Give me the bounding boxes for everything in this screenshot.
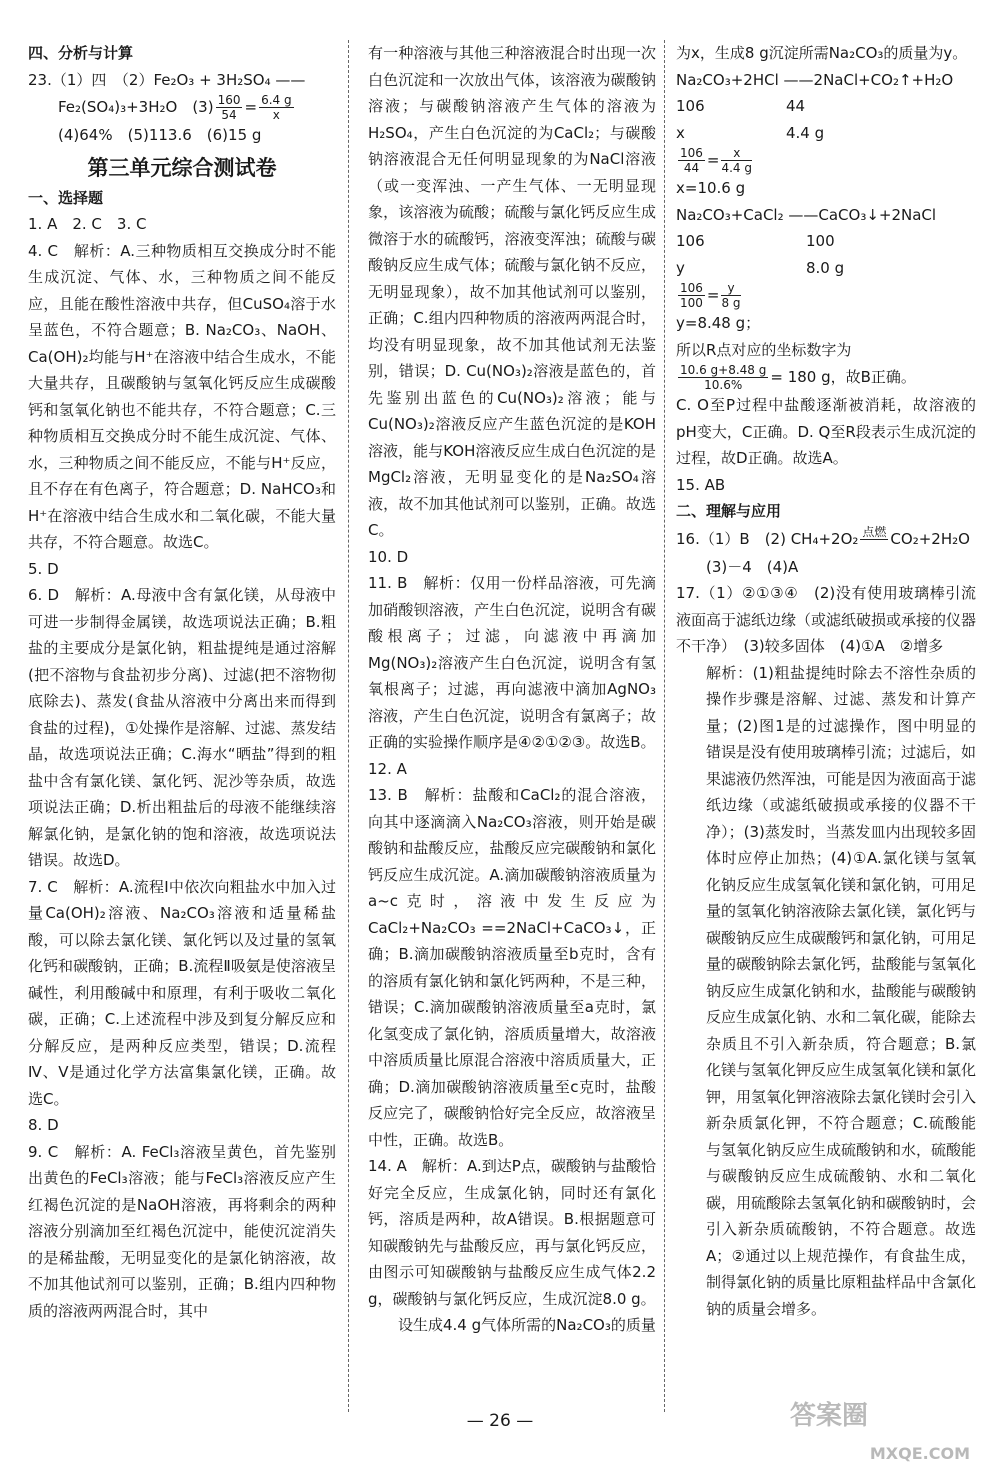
q16-line1 <box>676 525 976 554</box>
x-result: x=10.6 g <box>676 179 746 197</box>
q5-answer: 5. D <box>28 559 59 578</box>
frac-den: 100 <box>680 296 703 310</box>
reaction-condition <box>860 525 888 554</box>
frac-den: 44 <box>683 161 700 175</box>
watermark-sub: MXQE.COM <box>869 1444 970 1463</box>
r-result: = 180 g，故B正确。 <box>770 368 916 386</box>
frac-num: x <box>721 146 752 161</box>
watermark-logo <box>790 1395 970 1463</box>
frac-den: 4.4 g <box>721 161 752 175</box>
q9-answer: 9. C 解析：A. FeCl₃溶液呈黄色，首先鉴别出黄色的FeCl₃溶液；能与FeCl₃溶液反应产生红褐色沉淀的是NaOH溶液，再将剩余的两种溶液分别滴加至红褐色沉淀中，能使沉淀消失的是稀盐酸，无明显变化的是氯化钠溶液，故不加其他试剂可以鉴别，正确；B.组内四种物质的溶液两两混合时，其中 <box>28 1142 336 1320</box>
eq1-mass-b: 44 <box>786 97 806 115</box>
eq1-unknown-a: x <box>676 123 685 142</box>
section-2-title: 二、理解与应用 <box>676 502 782 520</box>
q13-answer: 13. B 解析：盐酸和CaCl₂的混合溶液，向其中逐滴滴入Na₂CO₃溶液，则开始是碳酸钠和盐酸反应，盐酸反应完碳酸钠和氯化钙反应生成沉淀。A.滴加碳酸钠溶液质量为a~c克时，溶液中发生反应为CaCl₂+Na₂CO₃ ==2NaCl+CaCO₃↓，正确；B.滴加碳酸钠溶液质量至b克时，含有的溶质有氯化钠和氯化钙两种，不是三种，错误；C.滴加碳酸钠溶液质量至a克时，氯化氢变成了氯化钠，溶质质量增大，故溶液中溶质质量比原混合溶液中溶质质量大，正确；D.滴加碳酸钠溶液质量至c克时，盐酸反应完了，碳酸钠恰好完全反应，故溶液呈中性，正确。故选B。 <box>368 786 656 1149</box>
q6-answer: 6. D 解析：A.母液中含有氯化镁，从母液中可进一步制得金属镁，故选项说法正确；B.粗盐的主要成分是氯化钠，粗盐提纯是通过溶解(把不溶物与食盐初步分离)、过滤(把不溶物彻底除去)、蒸发(食盐从溶液中分离出来而得到食盐的过程)，①处操作是溶解、过滤、蒸发结晶，故选项说法正确；C.海水“晒盐”得到的粗盐中含有氯化镁、氯化钙、泥沙等杂质，故选项说法正确；D.析出粗盐后的母液不能继续溶解氯化钠，是氯化钠的饱和溶液，故选项说法错误。故选D。 <box>28 586 336 869</box>
unit-test-title: 第三单元综合测试卷 <box>87 155 277 180</box>
q7-answer: 7. C 解析：A.流程Ⅰ中依次向粗盐水中加入过量Ca(OH)₂溶液、Na₂CO₃溶液和适量稀盐酸，可以除去氯化镁、氯化钙以及过量的氢氧化钙和碳酸钠，正确；B.流程Ⅱ吸氨是使溶液呈碱性，利用酸碱中和原理，有利于吸收二氧化碳，正确；C.上述流程中涉及到复分解反应和分解反应，是两种反应类型，错误；D.流程Ⅳ、Ⅴ是通过化学方法富集氯化镁，正确。故选C。 <box>28 877 336 1108</box>
eq1-unknown-b: 4.4 g <box>786 123 825 142</box>
q16-line2: (3)－4 (4)A <box>706 557 799 576</box>
frac-num: 10.6 g+8.48 g <box>680 363 767 377</box>
q15-answer: 15. AB <box>676 475 726 494</box>
q16-part1: 16.（1）B (2) CH₄+2O₂ <box>676 529 859 548</box>
q23-line3: (4)64% (5)113.6 (6)15 g <box>58 126 262 144</box>
eq1-unknown-row <box>676 120 976 147</box>
condition-label: 点燃 <box>862 524 887 539</box>
eq1-mass-a: 106 <box>676 97 705 115</box>
eq2-unknown-a: y <box>676 258 685 277</box>
q17-explanation: 解析：(1)粗盐提纯时除去不溶性杂质的操作步骤是溶解、过滤、蒸发和计算产量；(2)图1是的过滤操作，图中明显的错误是没有使用玻璃棒引流；过滤后，如果滤液仍然浑浊，可能是因为液面高于滤纸边缘（或滤纸破损或承接的仪器不干净）；(3)蒸发时，当蒸发皿内出现较多固体时应停止加热；(4)①A.氯化镁与氢氧化钠反应生成氢氧化镁和氯化钠，可用足量的氢氧化钠溶液除去氯化镁，氯化钙与碳酸钠反应生成碳酸钙和氯化钠，可用足量的碳酸钠除去氯化钙，盐酸能与氢氧化钠反应生成氯化钠和水，盐酸能与碳酸钠反应生成氯化钠、水和二氧化碳，能除去杂质且不引入新杂质，符合题意；B.氯化镁与氢氧化钾反应生成氢氧化镁和氯化钾，用氢氧化钾溶液除去氯化镁时会引入新杂质氯化钾，不符合题意；C.硫酸能与氢氧化钠反应生成硫酸钠和水，硫酸能与碳酸钠反应生成硫酸钠、水和二氧化碳，用硫酸除去氢氧化钠和碳酸钠时，会引入新杂质硫酸钠，不符合题意。故选A；②通过以上规范操作，有食盐生成，制得氯化钠的质量比原粗盐样品中含氯化钠的质量会增多。 <box>706 663 977 1318</box>
frac-num: 6.4 g <box>261 93 292 107</box>
ratio2-left <box>678 281 705 310</box>
q11-answer: 11. B 解析：仅用一份样品溶液，可先滴加硝酸钡溶液，产生白色沉淀，说明含有碳酸根离子；过滤，向滤液中再滴加Mg(NO₃)₂溶液产生白色沉淀，说明含有氢氧根离子；过滤，再向滤液中滴加AgNO₃溶液，产生白色沉淀，说明含有氯离子；故正确的实验操作顺序是④②①②③。故选B。 <box>368 574 656 751</box>
q23-text: Fe₂(SO₄)₃+3H₂O (3) <box>58 98 214 116</box>
q4-answer: 4. C 解析：A.三种物质相互交换成分时不能生成沉淀、气体、水，三种物质之间不能反应，且能在酸性溶液中共存，但CuSO₄溶于水呈蓝色，不符合题意；B. Na₂CO₃、NaOH、Ca(OH)₂均能与H⁺在溶液中结合生成水，不能大量共存，且碳酸钠与氢氧化钙反应生成碳酸钙和氢氧化钠也不能共存，不符合题意；C.三种物质相互交换成分时不能生成沉淀、气体、水，三种物质之间不能反应，不能与H⁺反应，且不存在有色离子，符合题意；D. NaHCO₃和H⁺在溶液中结合生成水和二氧化碳，不能大量共存，不符合题意。故选C。 <box>28 241 336 551</box>
q14-continued: 为x，生成8 g沉淀所需Na₂CO₃的质量为y。 <box>676 44 968 62</box>
frac-den: 8 g <box>721 296 741 310</box>
column-2 <box>368 40 656 1339</box>
q9-continued: 有一种溶液与其他三种溶液混合时出现一次白色沉淀和一次放出气体，该溶液为碳酸钠溶液；与碳酸钠溶液产生气体的溶液为H₂SO₄，产生白色沉淀的为CaCl₂；与碳酸钠溶液混合无任何明显现象的为NaCl溶液（或一变浑浊、一产生气体、一无明显现象，该溶液为硫酸；硫酸与氯化钙反应生成微溶于水的硫酸钙，溶液变浑浊；硫酸与碳酸钠反应生成气体；硫酸与氯化钠不反应，无明显现象），故不加其他试剂可以鉴别，正确；C.组内四种物质的溶液两两混合时，均没有明显现象，故不加其他试剂无法鉴别，错误；D. Cu(NO₃)₂溶液是蓝色的，首先鉴别出蓝色的Cu(NO₃)₂溶液；能与Cu(NO₃)₂溶液反应产生蓝色沉淀的是KOH溶液，能与KOH溶液反应生成白色沉淀的是MgCl₂溶液，无明显变化的是Na₂SO₄溶液，故不加其他试剂可以鉴别，正确。故选C。 <box>368 44 656 539</box>
condition-spacer <box>860 540 888 554</box>
frac-num: 160 <box>217 93 241 107</box>
q10-answer: 10. D <box>368 547 409 566</box>
r-frac <box>678 363 768 392</box>
watermark-main: 答案圈 <box>790 1401 869 1431</box>
r-point-text: 所以R点对应的坐标数字为 <box>676 340 852 359</box>
column-divider-1 <box>348 40 349 1412</box>
frac-den: x <box>272 108 280 122</box>
eq2-unknown-b: 8.0 g <box>806 258 845 277</box>
frac-num: 106 <box>680 146 703 160</box>
ratio-2: $\frac{106}{100}$ = $\frac{y}{8 g}$ <box>680 281 741 310</box>
q14-c-d: C. O至P过程中盐酸逐渐被消耗，故溶液的pH变大，C正确。D. Q至R段表示生成沉淀的过程，故D正确。故选A。 <box>676 396 976 467</box>
q16-part2: CO₂+2H₂O <box>890 529 970 548</box>
eq1-mass-row <box>676 93 976 120</box>
y-result: y=8.48 g； <box>676 314 761 332</box>
ratio2-right <box>721 281 740 310</box>
section-4-title: 四、分析与计算 <box>28 44 134 62</box>
eq2-mass-a: 106 <box>676 232 705 250</box>
frac-den: 54 <box>221 108 237 122</box>
q14-answer: 14. A 解析：A.到达P点，碳酸钠与盐酸恰好完全反应，生成氯化钠，同时还有氯化钙，溶质是两种，故A错误。B.根据题意可知碳酸钠先与盐酸反应，再与氯化钙反应，由图示可知碳酸钠与盐酸反应生成气体2.2 g，碳酸钠与氯化钙反应，生成沉淀8.0 g。 <box>368 1157 656 1308</box>
frac-den: 10.6% <box>704 378 743 392</box>
column-1 <box>28 40 336 1324</box>
eq2-unknown-row <box>676 255 976 282</box>
ratio1-left <box>678 146 705 175</box>
frac-num: 106 <box>680 281 703 295</box>
section-1-title: 一、选择题 <box>28 188 104 207</box>
eq2-mass-row <box>676 228 976 255</box>
q23-frac2 <box>259 93 294 122</box>
equation-1: Na₂CO₃+2HCl ——2NaCl+CO₂↑+H₂O <box>676 70 954 89</box>
q14-setup: 设生成4.4 g气体所需的Na₂CO₃的质量 <box>398 1316 656 1334</box>
q23-frac1 <box>216 93 243 122</box>
page-number: — 26 — <box>466 1411 534 1431</box>
ratio-1: $\frac{106}{44}$ = $\frac{x}{4.4 g}$ <box>680 146 752 175</box>
column-3 <box>676 40 976 1322</box>
r-point-calc <box>676 363 976 392</box>
q17-answer: 17.（1）②①③④ (2)没有使用玻璃棒引流液面高于滤纸边缘（或滤纸破损或承接的仪器不干净） (3)较多固体 (4)①A ②增多 <box>676 584 977 655</box>
ratio1-right <box>721 146 752 175</box>
equation-2: Na₂CO₃+CaCl₂ ——CaCO₃↓+2NaCl <box>676 205 937 224</box>
equals: = <box>244 98 258 116</box>
answers-1-3: 1. A 2. C 3. C <box>28 215 147 233</box>
frac-num: y <box>721 281 740 296</box>
eq2-mass-b: 100 <box>806 232 835 250</box>
q12-answer: 12. A <box>368 759 407 778</box>
q23-line2 <box>28 93 336 122</box>
q8-answer: 8. D <box>28 1116 59 1134</box>
column-divider-2 <box>664 40 665 1412</box>
q23-line1: 23.（1）四 （2）Fe₂O₃ + 3H₂SO₄ —— <box>28 70 306 89</box>
